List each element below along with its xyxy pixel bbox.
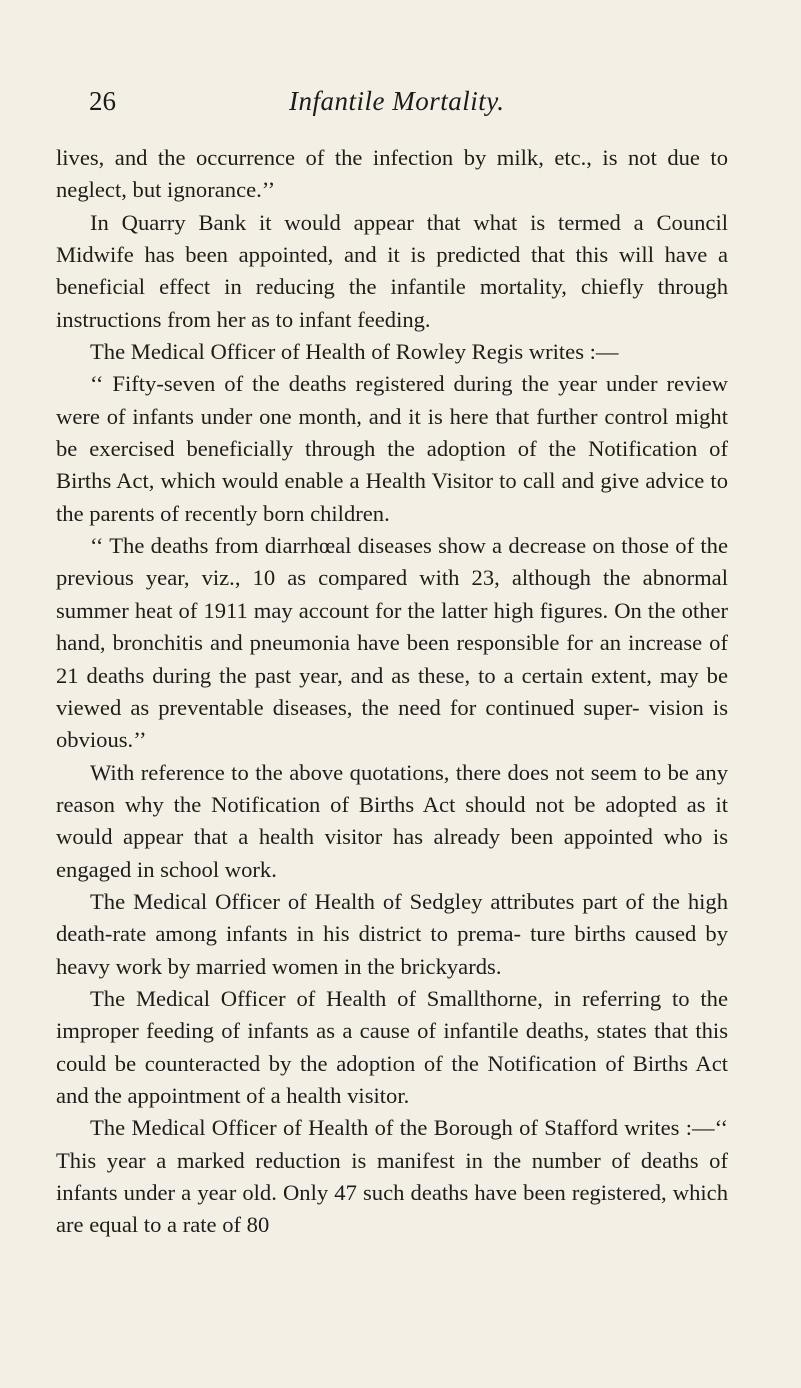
paragraph: The Medical Officer of Health of the Borough of Stafford writes :—‘‘ This year a marked reduction is manifest in the number of deaths of infants under a year old. Only 47 such deaths have been registered, which are equal to a rate of 80 bbox=[56, 1115, 728, 1238]
paragraph: lives, and the occurrence of the infection by milk, etc., is not due to neglect, but ignorance.’’ bbox=[56, 145, 728, 203]
page-number: 26 bbox=[89, 86, 116, 116]
paragraph: ‘‘ Fifty-seven of the deaths registered during the year under review were of infants under one month, and it is here that further control might be exercised beneficially through the adoption of the Notification of Births Act, which would enable a Health Visitor to call and give advice to the parents of recently born children. bbox=[56, 371, 728, 526]
running-title: Infantile Mortality. bbox=[289, 86, 505, 116]
paragraph: The Medical Officer of Health of Rowley Regis writes :— bbox=[90, 339, 619, 365]
paragraph: ‘‘ The deaths from diarrhœal diseases show a decrease on those of the previous year, viz., 10 as compared with 23, although the abnormal summer heat of 1911 may account for the latter high figures. On the other hand, bronchitis and pneumonia have been responsible for an increase of 21 deaths during the past year, and as these, to a certain extent, may be viewed as preventable diseases, the need for continued super- vision is obvious.’’ bbox=[56, 533, 728, 753]
paragraph: The Medical Officer of Health of Sedgley attributes part of the high death-rate among infants in his district to prema- ture births caused by heavy work by married women in the brickyards. bbox=[56, 888, 728, 979]
paragraph: The Medical Officer of Health of Smallthorne, in referring to the improper feeding of infants as a cause of infantile deaths, states that this could be counteracted by the adoption of the Notification of Births Act and the appointment of a health visitor. bbox=[56, 985, 728, 1108]
body-text bbox=[56, 142, 728, 1242]
running-head bbox=[89, 86, 719, 122]
paragraph: With reference to the above quotations, there does not seem to be any reason why the Notification of Births Act should not be adopted as it would appear that a health visitor has already been appointed who is engaged in school work. bbox=[56, 759, 728, 882]
paragraph: In Quarry Bank it would appear that what is termed a Council Midwife has been appointed, and it is predicted that this will have a beneficial effect in reducing the infantile mortality, chiefly through instructions from her as to infant feeding. bbox=[56, 209, 728, 332]
